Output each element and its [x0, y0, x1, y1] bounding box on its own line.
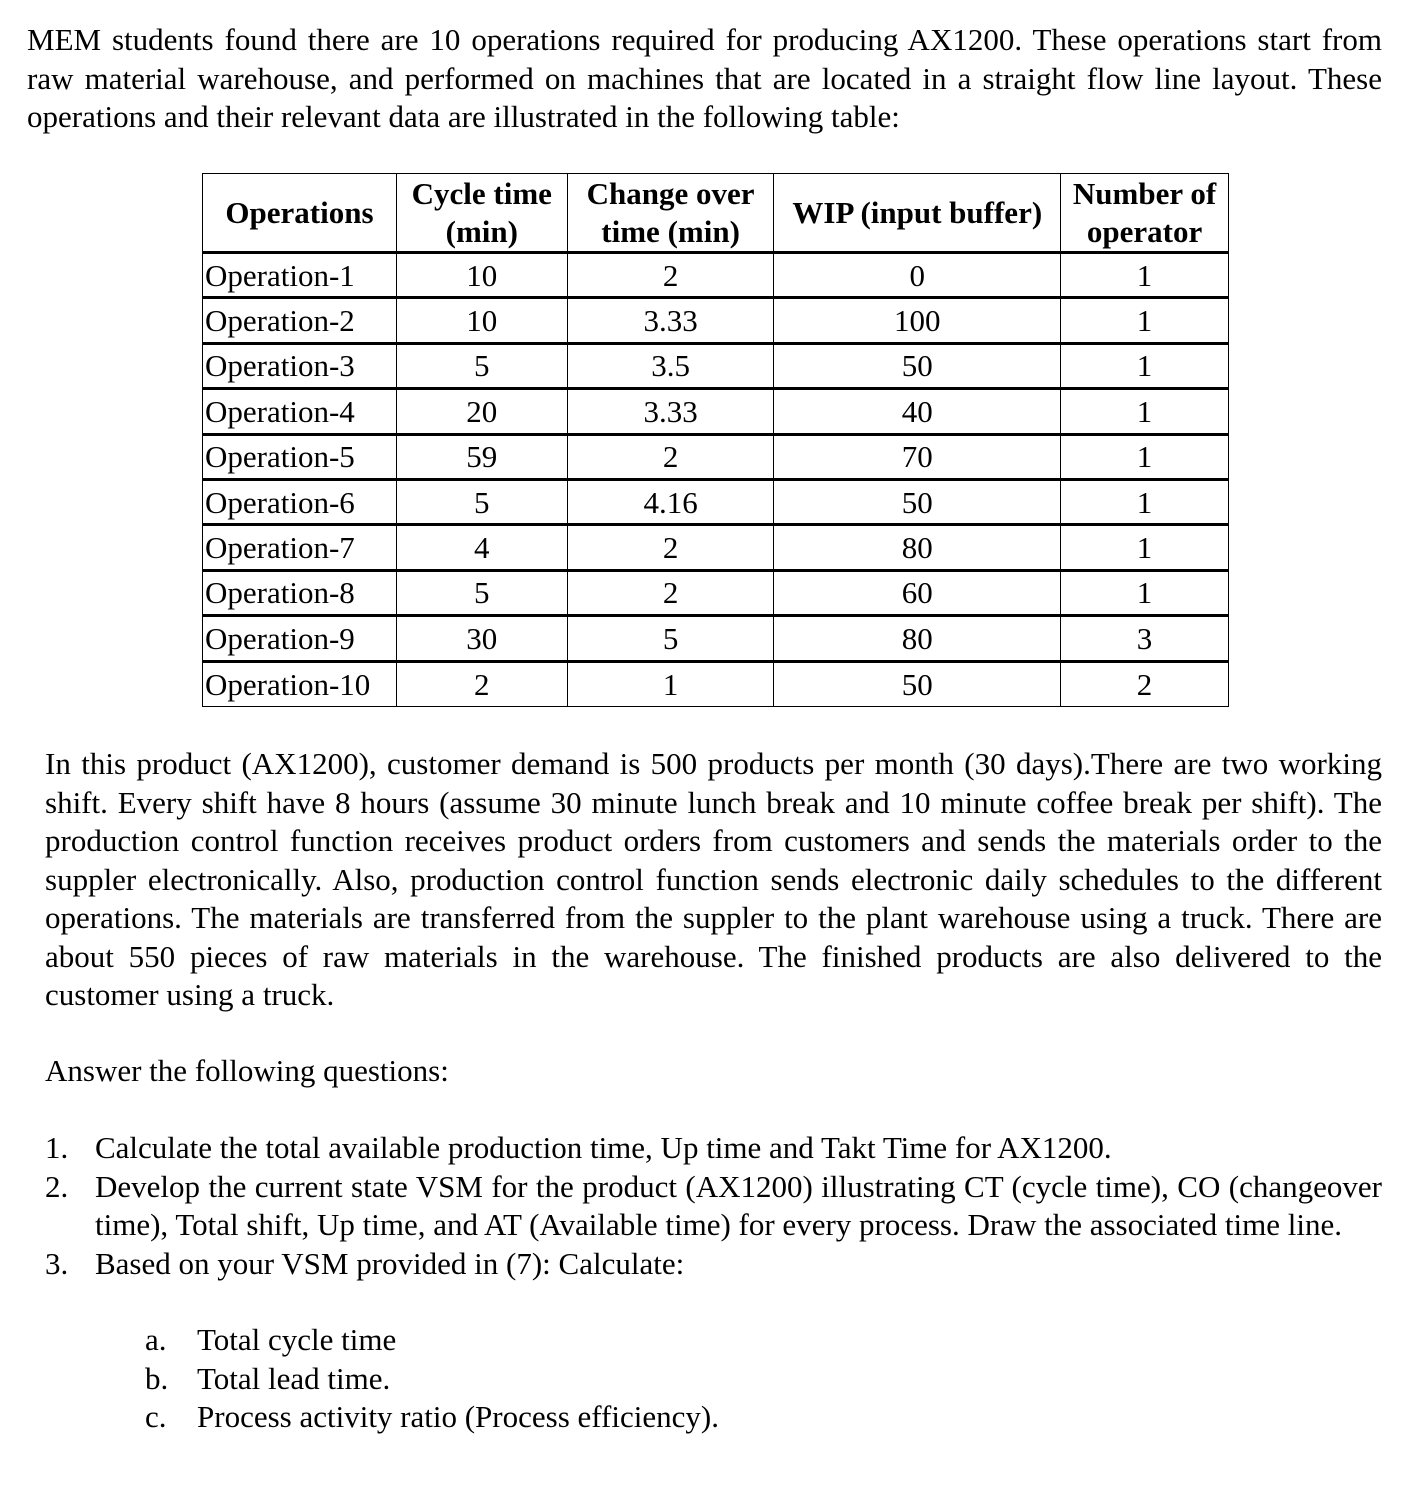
cell-changeover-time: 3.33	[567, 389, 774, 434]
sub-question-item	[45, 1398, 1045, 1437]
sub-question-item	[45, 1360, 1045, 1399]
cell-operation: Operation-10	[203, 661, 397, 706]
question-text: Develop the current state VSM for the product (AX1200) illustrating CT (cycle time), CO (changeover time), Total shift, Up time, and AT (Available time) for every process. Draw the associated time line.	[95, 1168, 1382, 1242]
sub-question-text: Total lead time.	[197, 1360, 391, 1396]
cell-operators: 1	[1061, 343, 1229, 388]
cell-changeover-time: 3.5	[567, 343, 774, 388]
sub-question-item	[45, 1321, 1045, 1360]
cell-wip: 50	[774, 479, 1061, 524]
sub-question-letter: a.	[145, 1322, 167, 1357]
cell-wip: 80	[774, 525, 1061, 570]
header-operators: Number of operator	[1061, 174, 1229, 253]
sub-question-text: Total cycle time	[197, 1322, 397, 1357]
cell-operators: 3	[1061, 616, 1229, 661]
cell-changeover-time: 2	[567, 570, 774, 615]
table-row	[203, 570, 1229, 615]
cell-operation: Operation-9	[203, 616, 397, 661]
cell-operation: Operation-8	[203, 570, 397, 615]
cell-changeover-time: 2	[567, 525, 774, 570]
table-row	[203, 343, 1229, 388]
cell-operators: 2	[1061, 661, 1229, 706]
cell-cycle-time: 10	[396, 298, 567, 343]
cell-cycle-time: 5	[396, 570, 567, 615]
cell-operators: 1	[1061, 479, 1229, 524]
header-operations: Operations	[203, 174, 397, 253]
intro-paragraph: MEM students found there are 10 operations required for producing AX1200. These operations start from raw material warehouse, and performed on machines that are located in a straight flow line layout. These operations and their relevant data are illustrated in the following table:	[27, 22, 1382, 134]
cell-cycle-time: 5	[396, 479, 567, 524]
cell-operators: 1	[1061, 253, 1229, 298]
cell-operation: Operation-1	[203, 253, 397, 298]
table-row	[203, 298, 1229, 343]
sub-question-list	[45, 1321, 1045, 1437]
cell-cycle-time: 59	[396, 434, 567, 479]
cell-operation: Operation-7	[203, 525, 397, 570]
question-number: 1.	[45, 1130, 69, 1165]
description-paragraph: In this product (AX1200), customer demand is 500 products per month (30 days).There are two working shift. Every shift have 8 hours (assume 30 minute lunch break and 10 minute coffee break per shift). The production control function receives product orders from customers and sends the materials order to the suppler electronically. Also, production control function sends electronic daily schedules to the different operations. The materials are transferred from the suppler to the plant warehouse using a truck. There are about 550 pieces of raw materials in the warehouse. The finished products are also delivered to the customer using a truck.	[45, 746, 1382, 1012]
question-item	[45, 1245, 1382, 1284]
table-row	[203, 434, 1229, 479]
sub-question-letter: b.	[145, 1360, 169, 1396]
table-row	[203, 525, 1229, 570]
table-row	[203, 389, 1229, 434]
cell-cycle-time: 20	[396, 389, 567, 434]
cell-operators: 1	[1061, 434, 1229, 479]
table-row	[203, 616, 1229, 661]
table-row	[203, 479, 1229, 524]
table-row	[203, 253, 1229, 298]
cell-cycle-time: 5	[396, 343, 567, 388]
cell-wip: 50	[774, 661, 1061, 706]
header-wip: WIP (input buffer)	[774, 174, 1061, 253]
cell-operation: Operation-5	[203, 434, 397, 479]
question-list	[45, 1129, 1382, 1283]
cell-operation: Operation-2	[203, 298, 397, 343]
cell-changeover-time: 2	[567, 253, 774, 298]
question-item	[45, 1168, 1382, 1245]
question-text: Calculate the total available production time, Up time and Takt Time for AX1200.	[95, 1130, 1112, 1165]
cell-wip: 100	[774, 298, 1061, 343]
cell-operators: 1	[1061, 570, 1229, 615]
cell-operators: 1	[1061, 298, 1229, 343]
cell-operation: Operation-3	[203, 343, 397, 388]
sub-question-letter: c.	[145, 1399, 167, 1434]
cell-changeover-time: 1	[567, 661, 774, 706]
cell-cycle-time: 10	[396, 253, 567, 298]
cell-operation: Operation-6	[203, 479, 397, 524]
cell-wip: 80	[774, 616, 1061, 661]
question-number: 3.	[45, 1245, 69, 1281]
cell-cycle-time: 2	[396, 661, 567, 706]
cell-cycle-time: 30	[396, 616, 567, 661]
cell-changeover-time: 4.16	[567, 479, 774, 524]
table-header-row	[203, 174, 1229, 253]
cell-changeover-time: 2	[567, 434, 774, 479]
question-number: 2.	[45, 1168, 69, 1204]
table-row	[203, 661, 1229, 706]
cell-wip: 60	[774, 570, 1061, 615]
header-changeover-time: Change over time (min)	[567, 174, 774, 253]
question-item	[45, 1129, 1382, 1168]
sub-question-text: Process activity ratio (Process efficiency).	[197, 1399, 719, 1434]
cell-changeover-time: 5	[567, 616, 774, 661]
cell-wip: 50	[774, 343, 1061, 388]
cell-operation: Operation-4	[203, 389, 397, 434]
header-cycle-time: Cycle time (min)	[396, 174, 567, 253]
cell-operators: 1	[1061, 389, 1229, 434]
cell-wip: 40	[774, 389, 1061, 434]
cell-wip: 70	[774, 434, 1061, 479]
cell-changeover-time: 3.33	[567, 298, 774, 343]
cell-cycle-time: 4	[396, 525, 567, 570]
question-text: Based on your VSM provided in (7): Calculate:	[95, 1245, 685, 1281]
operations-table	[202, 173, 1229, 707]
cell-wip: 0	[774, 253, 1061, 298]
cell-operators: 1	[1061, 525, 1229, 570]
answer-prompt: Answer the following questions:	[45, 1053, 449, 1088]
